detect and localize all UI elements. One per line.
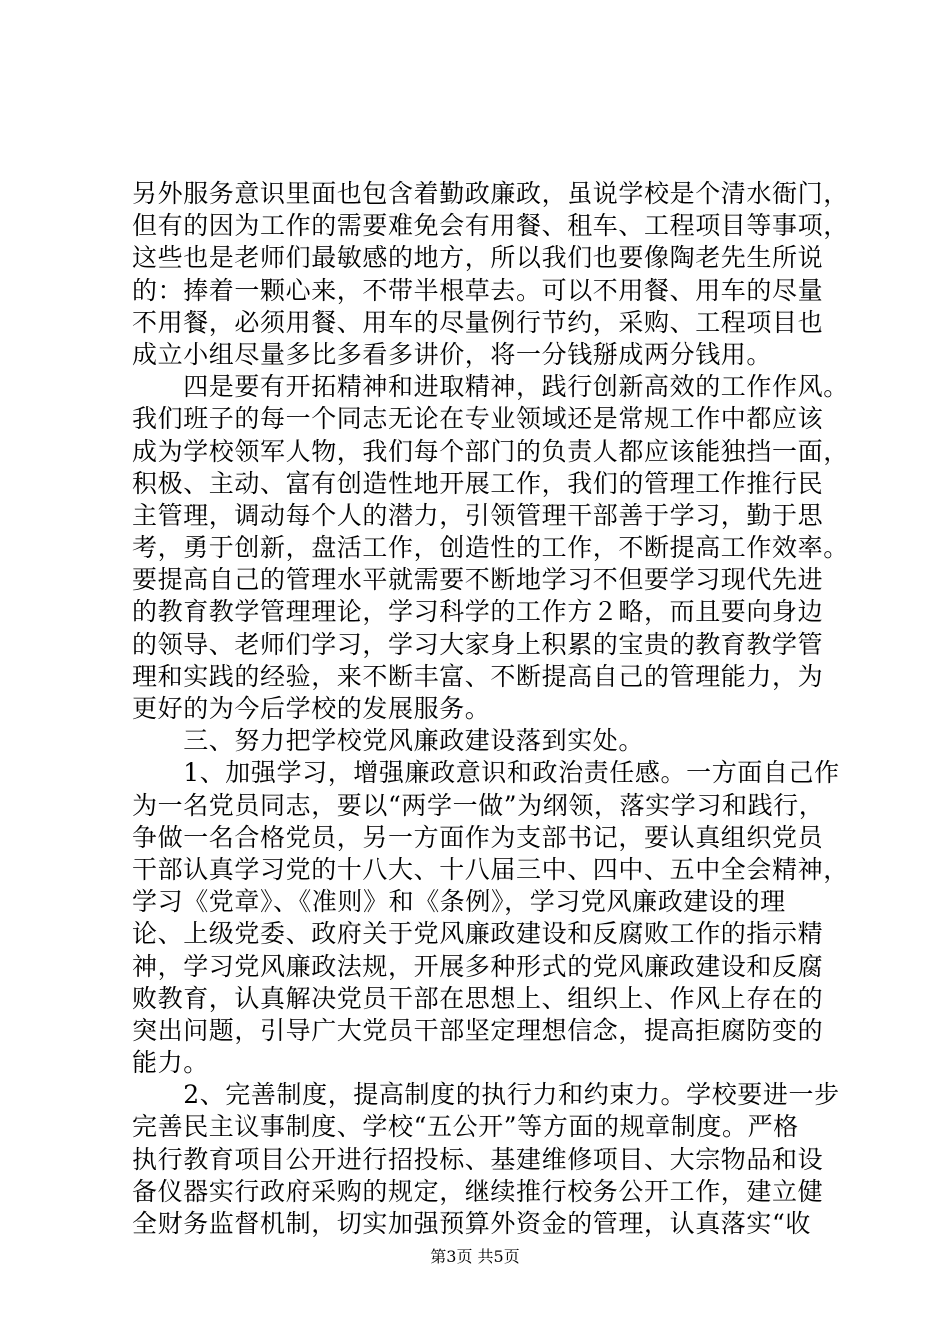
text-line: 另外服务意识里面也包含着勤政廉政，虽说学校是个清水衙门， xyxy=(132,179,849,208)
text-line: 四是要有开拓精神和进取精神，践行创新高效的工作作风。 xyxy=(132,372,849,402)
text-line: 论、上级党委、政府关于党风廉政建设和反腐败工作的指示精 xyxy=(132,919,824,949)
text-line: 主管理，调动每个人的潜力，引领管理干部善于学习，勤于思 xyxy=(132,500,824,530)
text-line: 的教育教学管理理论，学习科学的工作方２略，而且要向身边 xyxy=(132,597,824,627)
text-line: 1、加强学习，增强廉政意识和政治责任感。一方面自己作 xyxy=(132,758,840,788)
page-number-footer: 第3页 共5页 xyxy=(430,1247,520,1266)
text-line: 成立小组尽量多比多看多讲价，将一分钱掰成两分钱用。 xyxy=(132,339,773,369)
text-line: 但有的因为工作的需要难免会有用餐、租车、工程项目等事项， xyxy=(132,211,849,241)
text-line: 突出问题，引导广大党员干部坚定理想信念，提高拒腐防变的 xyxy=(132,1015,824,1045)
text-line: 积极、主动、富有创造性地开展工作，我们的管理工作推行民 xyxy=(132,468,824,498)
text-line: 更好的为今后学校的发展服务。 xyxy=(132,694,491,723)
text-line: 我们班子的每一个同志无论在专业领域还是常规工作中都应该 xyxy=(132,404,824,434)
document-body xyxy=(132,178,849,1240)
text-line: 全财务监督机制，切实加强预算外资金的管理，认真落实“收 xyxy=(132,1209,811,1238)
text-line: 学习《党章》、《准则》和《条例》，学习党风廉政建设的理 xyxy=(132,887,786,917)
section-heading: 三、努力把学校党风廉政建设落到实处。 xyxy=(132,726,645,756)
text-line: 理和实践的经验，来不断丰富、不断提高自己的管理能力，为 xyxy=(132,661,824,691)
text-line: 执行教育项目公开进行招投标、基建维修项目、大宗物品和设 xyxy=(132,1144,824,1174)
text-line: 完善民主议事制度、学校“五公开”等方面的规章制度。严格 xyxy=(132,1112,799,1142)
text-line: 2、完善制度，提高制度的执行力和约束力。学校要进一步 xyxy=(132,1080,840,1110)
text-line: 要提高自己的管理水平就需要不断地学习不但要学习现代先进 xyxy=(132,565,824,595)
text-line: 成为学校领军人物，我们每个部门的负责人都应该能独挡一面， xyxy=(132,436,849,466)
text-line: 考，勇于创新，盘活工作，创造性的工作，不断提高工作效率。 xyxy=(132,533,849,563)
text-line: 的领导、老师们学习，学习大家身上积累的宝贵的教育教学管 xyxy=(132,629,824,659)
text-line: 能力。 xyxy=(132,1048,209,1078)
text-line: 干部认真学习党的十八大、十八届三中、四中、五中全会精神， xyxy=(132,854,849,884)
text-line: 为一名党员同志，要以“两学一做”为纲领，落实学习和践行， xyxy=(132,790,825,820)
text-line: 争做一名合格党员，另一方面作为支部书记，要认真组织党员 xyxy=(132,822,824,852)
text-line: 败教育，认真解决党员干部在思想上、组织上、作风上存在的 xyxy=(132,983,824,1013)
text-line: 不用餐，必须用餐、用车的尽量例行节约，采购、工程项目也 xyxy=(132,307,824,337)
text-line: 的：捧着一颗心来，不带半根草去。可以不用餐、用车的尽量 xyxy=(132,275,824,305)
text-line: 备仪器实行政府采购的规定，继续推行校务公开工作，建立健 xyxy=(132,1176,824,1206)
text-line: 神，学习党风廉政法规，开展多种形式的党风廉政建设和反腐 xyxy=(132,951,824,981)
text-line: 这些也是老师们最敏感的地方，所以我们也要像陶老先生所说 xyxy=(132,243,824,273)
